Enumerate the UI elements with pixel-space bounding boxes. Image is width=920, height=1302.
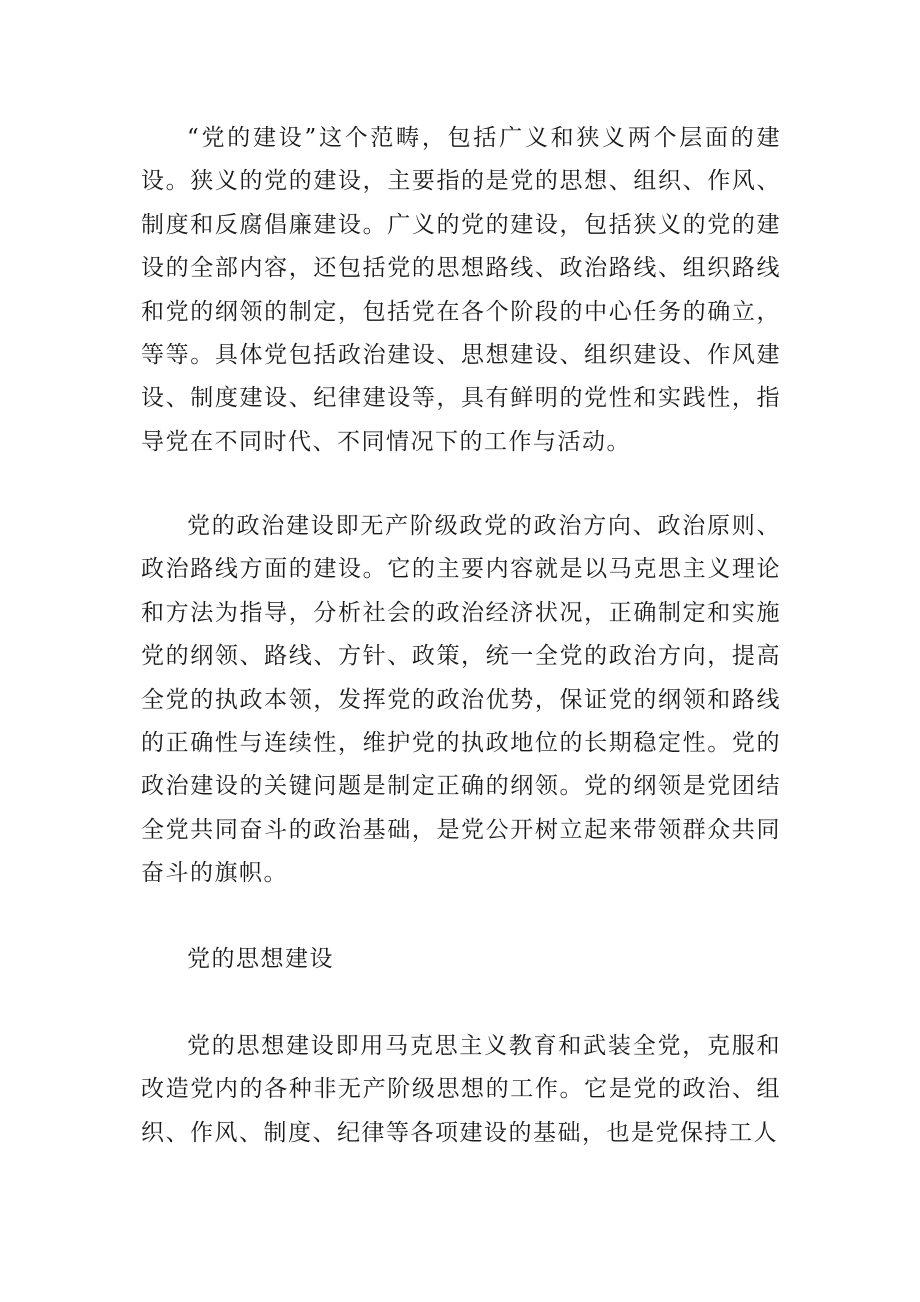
paragraph-ideological-building: 党的思想建设即用马克思主义教育和武装全党，克服和改造党内的各种非无产阶级思想的工作。它是党的政治、组织、作风、制度、纪律等各项建设的基础，也是党保持工人: [141, 1033, 781, 1146]
section-heading-ideological-building: 党的思想建设: [187, 946, 334, 972]
paragraph-party-building-scope: “党的建设”这个范畴，包括广义和狭义两个层面的建设。狭义的党的建设，主要指的是党的思想、组织、作风、制度和反腐倡廉建设。广义的党的建设，包括狭义的党的建设的全部内容，还包括党的思想路线、政治路线、组织路线和党的纲领的制定，包括党在各个阶段的中心任务的确立，等等。具体党包括政治建设、思想建设、组织建设、作风建设、制度建设、纪律建设等，具有鲜明的党性和实践性，指导党在不同时代、不同情况下的工作与活动。: [141, 125, 781, 455]
paragraph-political-building: 党的政治建设即无产阶级政党的政治方向、政治原则、政治路线方面的建设。它的主要内容就是以马克思主义理论和方法为指导，分析社会的政治经济状况，正确制定和实施党的纲领、路线、方针、政策，统一全党的政治方向，提高全党的执政本领，发挥党的政治优势，保证党的纲领和路线的正确性与连续性，维护党的执政地位的长期稳定性。党的政治建设的关键问题是制定正确的纲领。党的纲领是党团结全党共同奋斗的政治基础，是党公开树立起来带领群众共同奋斗的旗帜。: [141, 513, 781, 887]
